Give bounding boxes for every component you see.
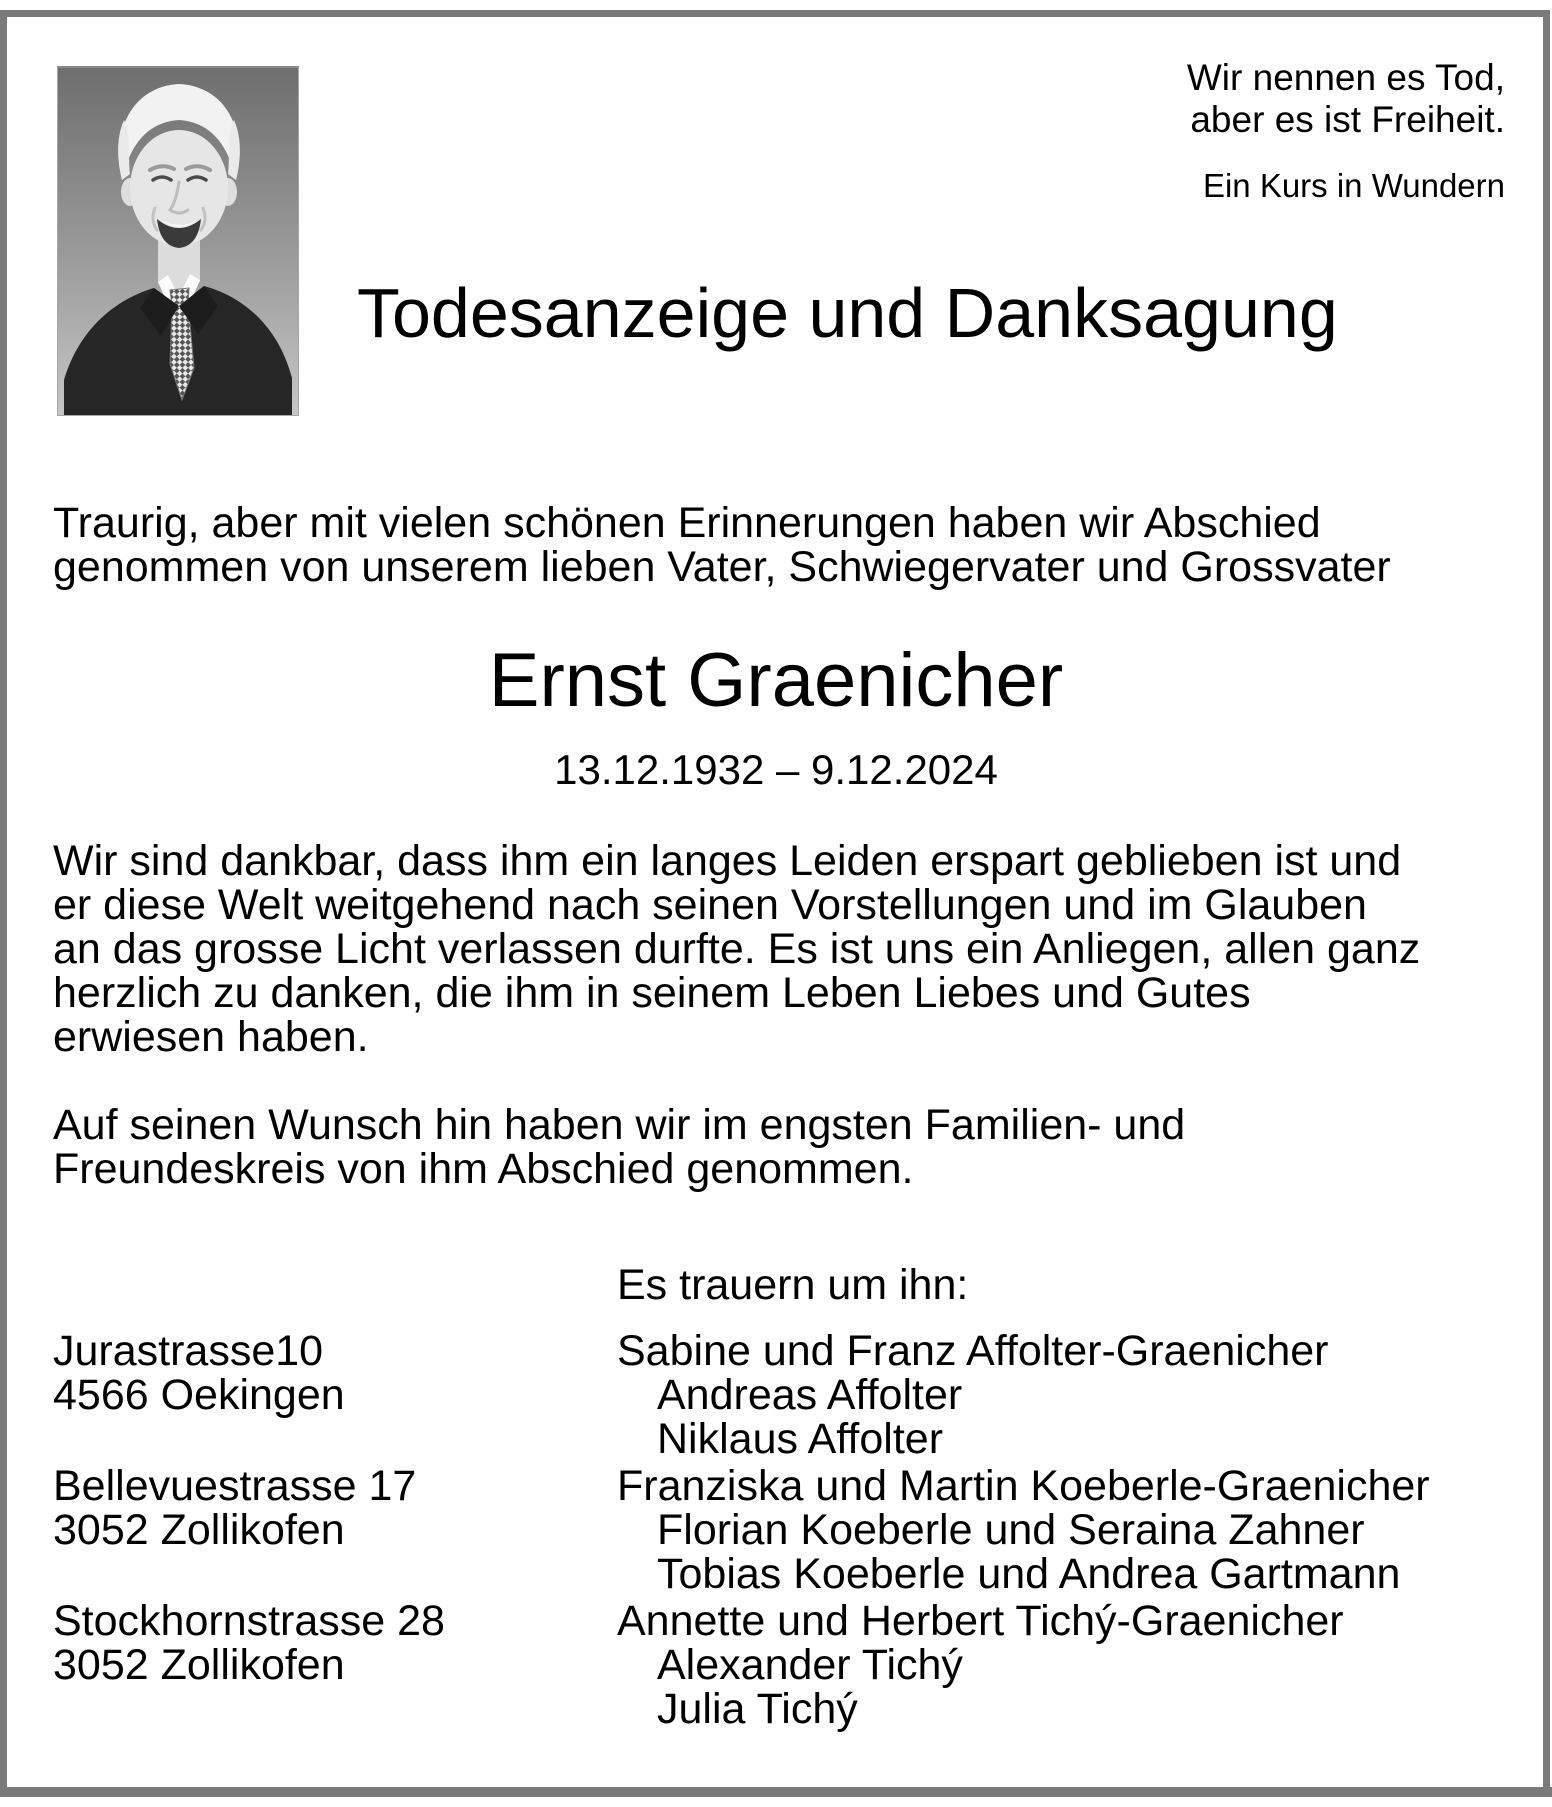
mourner-group — [53, 1464, 1430, 1596]
memorial-quote — [1187, 57, 1505, 207]
quote-line: Wir nennen es Tod, — [1186, 57, 1505, 98]
farewell-paragraph — [53, 1103, 1185, 1191]
grayscale-portrait-icon — [58, 68, 298, 415]
mourner-name: Alexander Tichý — [657, 1641, 963, 1689]
page-border-top — [0, 10, 1550, 17]
gratitude-line: herzlich zu danken, die ihm in seinem Leben Liebes und Gutes — [53, 969, 1251, 1017]
mourner-family — [617, 1464, 1430, 1596]
mourner-name: Andreas Affolter — [657, 1371, 963, 1419]
deceased-name: Ernst Graenicher — [488, 638, 1064, 723]
farewell-line: Freundeskreis von ihm Abschied genommen. — [53, 1145, 914, 1193]
intro-paragraph — [53, 501, 1391, 589]
mourner-address-line: Jurastrasse10 — [53, 1327, 324, 1375]
intro-line: genommen von unserem lieben Vater, Schwiegervater und Grossvater — [53, 543, 1391, 591]
gratitude-line: erwiesen haben. — [53, 1013, 369, 1061]
portrait-photo — [57, 66, 299, 416]
gratitude-line: Wir sind dankbar, dass ihm ein langes Leiden erspart geblieben ist und — [53, 837, 1402, 885]
mourner-name: Annette und Herbert Tichý-Graenicher — [617, 1597, 1344, 1645]
gratitude-line: er diese Welt weitgehend nach seinen Vorstellungen und im Glauben — [53, 881, 1367, 929]
gratitude-paragraph — [53, 839, 1420, 1059]
mourner-address — [53, 1599, 617, 1731]
mourner-family — [617, 1329, 1329, 1461]
intro-line: Traurig, aber mit vielen schönen Erinnerungen haben wir Abschied — [53, 499, 1321, 547]
mourner-address-line: 4566 Oekingen — [53, 1371, 345, 1419]
mourner-name: Florian Koeberle und Seraina Zahner — [657, 1506, 1365, 1554]
quote-attribution: Ein Kurs in Wundern — [1202, 167, 1505, 204]
mourner-name: Sabine und Franz Affolter-Graenicher — [617, 1327, 1329, 1375]
gratitude-line: an das grosse Licht verlassen durfte. Es ist uns ein Anliegen, allen ganz — [53, 925, 1421, 973]
quote-line: aber es ist Freiheit. — [1190, 99, 1505, 140]
mourner-address — [53, 1329, 617, 1461]
mourner-group — [53, 1599, 1344, 1731]
mourner-family — [617, 1599, 1344, 1731]
mourner-address-line: 3052 Zollikofen — [53, 1641, 345, 1689]
mourner-address-line: Stockhornstrasse 28 — [53, 1597, 445, 1645]
mourner-address-line: Bellevuestrasse 17 — [53, 1462, 417, 1510]
life-dates: 13.12.1932 – 9.12.2024 — [554, 746, 998, 793]
mourner-name: Julia Tichý — [657, 1685, 858, 1733]
mourner-name: Tobias Koeberle und Andrea Gartmann — [657, 1550, 1401, 1598]
page-border-bottom — [0, 1787, 1552, 1797]
mourners-heading: Es trauern um ihn: — [617, 1261, 969, 1309]
mourner-name: Franziska und Martin Koeberle-Graenicher — [617, 1462, 1430, 1510]
page-title: Todesanzeige und Danksagung — [357, 274, 1338, 352]
mourner-name: Niklaus Affolter — [657, 1415, 944, 1463]
mourner-group — [53, 1329, 1329, 1461]
mourner-address-line: 3052 Zollikofen — [53, 1506, 345, 1554]
page-border-left — [0, 10, 7, 1787]
mourner-address — [53, 1464, 617, 1596]
farewell-line: Auf seinen Wunsch hin haben wir im engsten Familien- und — [53, 1101, 1186, 1149]
page-border-right — [1543, 17, 1550, 1797]
